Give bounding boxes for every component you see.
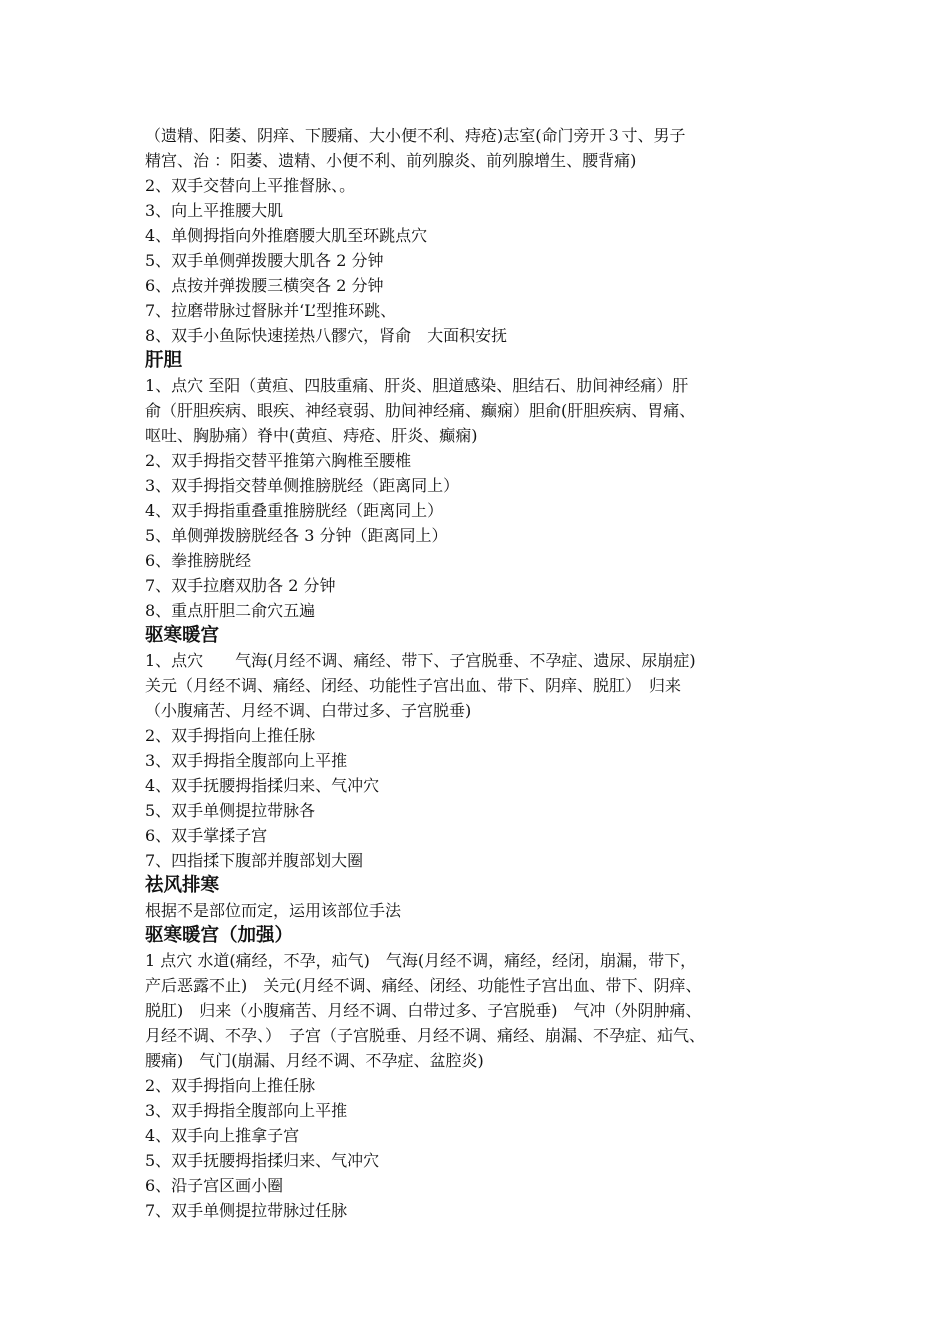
lumbar-section: [145, 123, 835, 348]
text-line: 1、点穴 至阳（黄疸、四肢重痛、肝炎、胆道感染、胆结石、肋间神经痛）肝: [145, 376, 689, 395]
text-line: 1、点穴 气海(月经不调、痛经、带下、子宫脱垂、不孕症、遗尿、尿崩症): [145, 651, 696, 670]
section-heading: 驱寒暖宫: [145, 625, 220, 646]
list-item: 4、单侧拇指向外推磨腰大肌至环跳点穴: [145, 226, 428, 245]
list-item: 6、双手掌揉子宫: [145, 826, 268, 845]
list-item: 4、双手拇指重叠重推膀胱经（距离同上）: [145, 501, 444, 520]
text-line: 俞（肝胆疾病、眼疾、神经衰弱、肋间神经痛、癫痫）胆俞(肝胆疾病、胃痛、: [145, 401, 696, 420]
warm-womb-section: [145, 623, 835, 873]
text-line: 精宫、治 ：阳萎、遗精、小便不利、前列腺炎、前列腺增生、腰背痛): [145, 151, 637, 170]
list-item: 2、双手拇指向上推任脉: [145, 726, 316, 745]
text-line: 月经不调、不孕、） 子宫（子宫脱垂、月经不调、痛经、崩漏、不孕症、疝气、: [145, 1026, 706, 1045]
liver-gallbladder-section: [145, 348, 835, 623]
list-item: 7、四指揉下腹部并腹部划大圈: [145, 851, 364, 870]
list-item: 2、双手交替向上平推督脉、。: [145, 176, 356, 195]
list-item: 3、双手拇指交替单侧推膀胱经（距离同上）: [145, 476, 460, 495]
list-item: 3、双手拇指全腹部向上平推: [145, 1101, 348, 1120]
list-item: 2、双手拇指向上推任脉: [145, 1076, 316, 1095]
section-heading: 肝胆: [145, 350, 183, 371]
list-item: 8、双手小鱼际快速搓热八髎穴，肾俞 大面积安抚: [145, 326, 508, 345]
text-line: 根据不是部位而定，运用该部位手法: [145, 901, 402, 920]
list-item: 2、双手拇指交替平推第六胸椎至腰椎: [145, 451, 412, 470]
section-heading: 驱寒暖宫（加强）: [145, 925, 294, 946]
list-item: 7、双手拉磨双肋各 2 分钟: [145, 576, 336, 595]
section-heading: 祛风排寒: [145, 875, 220, 896]
list-item: 4、双手向上推拿子宫: [145, 1126, 300, 1145]
text-line: （遗精、阳萎、阴痒、下腰痛、大小便不利、痔疮)志室(命门旁开３寸、男子: [145, 126, 686, 145]
list-item: 7、双手单侧提拉带脉过任脉: [145, 1201, 348, 1220]
list-item: 6、沿子宫区画小圈: [145, 1176, 284, 1195]
list-item: 3、双手拇指全腹部向上平推: [145, 751, 348, 770]
list-item: 5、双手抚腰拇指揉归来、气冲穴: [145, 1151, 380, 1170]
list-item: 4、双手抚腰拇指揉归来、气冲穴: [145, 776, 380, 795]
text-line: 脱肛) 归来（小腹痛苦、月经不调、白带过多、子宫脱垂) 气冲（外阴肿痛、: [145, 1001, 702, 1020]
list-item: 6、拳推膀胱经: [145, 551, 252, 570]
expel-wind-section: [145, 873, 835, 923]
list-item: 7、拉磨带脉过督脉并‘L’型推环跳、: [145, 301, 397, 320]
list-item: 8、重点肝胆二俞穴五遍: [145, 601, 316, 620]
text-line: 关元（月经不调、痛经、闭经、功能性子宫出血、带下、阴痒、脱肛） 归来: [145, 676, 682, 695]
warm-womb-plus-section: [145, 923, 835, 1223]
text-line: 呕吐、胸胁痛）脊中(黄疸、痔疮、肝炎、癫痫): [145, 426, 478, 445]
list-item: 5、单侧弹拨膀胱经各 3 分钟（距离同上）: [145, 526, 448, 545]
list-item: 5、双手单侧弹拨腰大肌各 2 分钟: [145, 251, 384, 270]
text-line: 产后恶露不止) 关元(月经不调、痛经、闭经、功能性子宫出血、带下、阴痒、: [145, 976, 702, 995]
text-line: 腰痛) 气门(崩漏、月经不调、不孕症、盆腔炎): [145, 1051, 484, 1070]
list-item: 6、点按并弹拨腰三横突各 2 分钟: [145, 276, 384, 295]
text-line: 1 点穴 水道(痛经，不孕，疝气) 气海(月经不调，痛经，经闭，崩漏，带下，: [145, 951, 697, 970]
text-line: （小腹痛苦、月经不调、白带过多、子宫脱垂): [145, 701, 472, 720]
list-item: 3、向上平推腰大肌: [145, 201, 284, 220]
list-item: 5、双手单侧提拉带脉各: [145, 801, 316, 820]
